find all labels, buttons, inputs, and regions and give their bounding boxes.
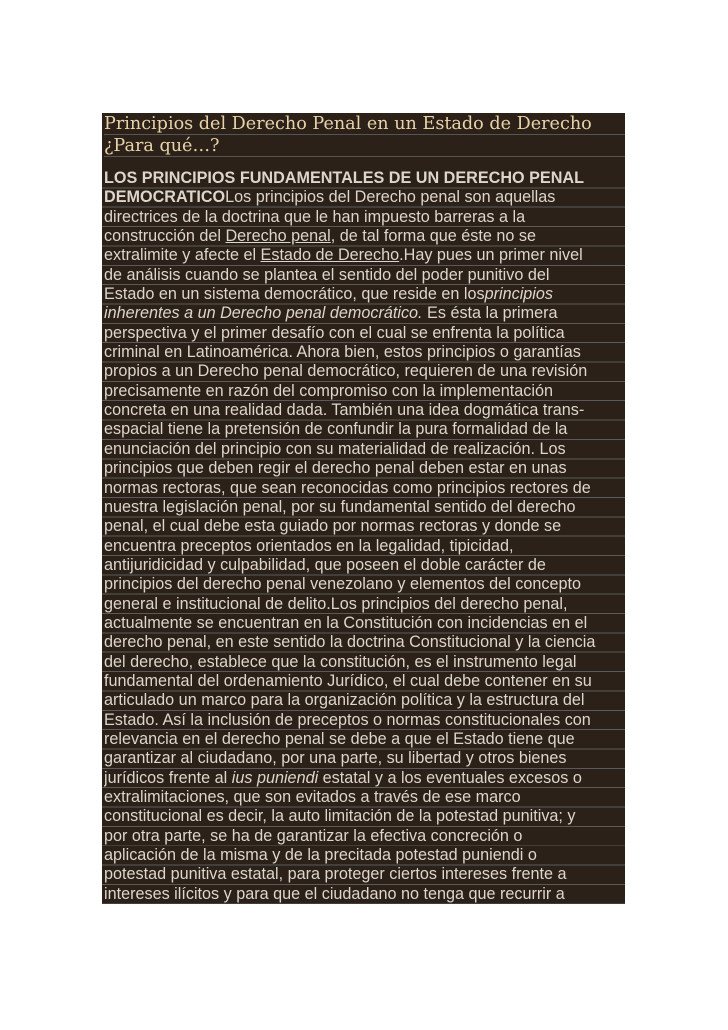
- text-line: [104, 227, 623, 246]
- title-line-1: Principios del Derecho Penal en un Estado de Derecho: [104, 113, 625, 135]
- text-line: potestad punitiva estatal, para proteger ciertos intereses frente a: [104, 865, 567, 884]
- text-line: encuentra preceptos orientados en la legalidad, tipicidad,: [104, 536, 514, 555]
- text-line: perspectiva y el primer desafío con el cual se enfrenta la política: [104, 323, 565, 342]
- text-line: fundamental del ordenamiento Jurídico, el cual debe contener en su: [104, 671, 592, 690]
- text-run: Estado en un sistema democrático, que reside en los: [104, 285, 485, 304]
- text-line: espacial tiene la pretensión de confundir la pura formalidad de la: [104, 420, 568, 439]
- text-run: estatal y a los eventuales excesos o: [318, 768, 582, 787]
- text-line: LOS PRINCIPIOS FUNDAMENTALES DE UN DERECHO PENAL: [104, 169, 584, 187]
- title-spacer: [102, 157, 625, 169]
- text-line: [104, 246, 623, 265]
- text-line: principios que deben regir el derecho penal deben estar en unas: [104, 459, 567, 478]
- italic-run: ius puniendi: [231, 768, 319, 787]
- document-block: [102, 113, 625, 904]
- text-run: .Hay pues un primer nivel: [399, 246, 583, 265]
- title-line-2: ¿Para qué…?: [104, 135, 625, 157]
- text-line: Estado. Así la inclusión de preceptos o normas constitucionales con: [104, 710, 591, 729]
- text-line: criminal en Latinoamérica. Ahora bien, estos principios o garantías: [104, 343, 581, 362]
- text-line: enunciación del principio con su materialidad de realización. Los: [104, 439, 566, 458]
- text-line: aplicación de la misma y de la precitada potestad puniendi o: [104, 846, 537, 865]
- italic-run: inherentes a un Derecho penal democrático.: [104, 304, 423, 323]
- text-line: penal, el cual debe esta guiado por normas rectoras y donde se: [104, 517, 562, 536]
- text-line: articulado un marco para la organización política y la estructura del: [104, 691, 585, 710]
- bold-run: DEMOCRATICO: [104, 188, 226, 207]
- text-line: del derecho, establece que la constitución, es el instrumento legal: [104, 652, 577, 671]
- text-line: general e institucional de delito.Los principios del derecho penal,: [104, 594, 568, 613]
- text-line: por otra parte, se ha de garantizar la efectiva concreción o: [104, 826, 523, 845]
- text-line: nuestra legislación penal, por su fundamental sentido del derecho: [104, 497, 576, 516]
- text-line: propios a un Derecho penal democrático, requieren de una revisión: [104, 362, 588, 381]
- text-line: [104, 285, 623, 304]
- text-line: de análisis cuando se plantea el sentido del poder punitivo del: [104, 265, 550, 284]
- text-run: Es ésta la primera: [422, 304, 558, 323]
- text-line: concreta en una realidad dada. También una idea dogmática trans-: [104, 401, 585, 420]
- text-run: extralimite y afecte el: [104, 246, 261, 265]
- body-text: [102, 169, 625, 904]
- text-line: extralimitaciones, que son evitados a través de ese marco: [104, 788, 521, 806]
- text-line: relevancia en el derecho penal se debe a que el Estado tiene que: [104, 729, 575, 748]
- text-line: principios del derecho penal venezolano y elementos del concepto: [104, 575, 581, 594]
- link-derecho-penal[interactable]: Derecho penal: [225, 227, 331, 246]
- document-title: [102, 113, 625, 157]
- text-run: jurídicos frente al: [104, 768, 232, 787]
- text-line: constitucional es decir, la auto limitación de la potestad punitiva; y: [104, 807, 576, 826]
- text-line: [104, 769, 623, 788]
- text-run: construcción del: [104, 227, 226, 246]
- italic-run: principios: [484, 285, 554, 304]
- text-line: garantizar al ciudadano, por una parte, su libertad y otros bienes: [104, 749, 567, 768]
- text-line: derecho penal, en este sentido la doctrina Constitucional y la ciencia: [104, 633, 596, 652]
- text-line: antijuridicidad y culpabilidad, que poseen el doble carácter de: [104, 555, 546, 574]
- text-line: intereses ilícitos y para que el ciudadano no tenga que recurrir a: [104, 884, 565, 903]
- text-run: Los principios del Derecho penal son aquellas: [225, 188, 556, 207]
- text-run: , de tal forma que éste no se: [330, 227, 536, 246]
- text-line: [104, 188, 623, 207]
- text-line: precisamente en razón del compromiso con la implementación: [104, 381, 553, 400]
- text-line: directrices de la doctrina que le han impuesto barreras a la: [104, 207, 526, 226]
- link-estado-de-derecho[interactable]: Estado de Derecho: [260, 246, 400, 265]
- text-line: actualmente se encuentran en la Constitución con incidencias en el: [104, 613, 588, 632]
- text-line: normas rectoras, que sean reconocidas como principios rectores de: [104, 478, 591, 497]
- text-line: [104, 304, 623, 323]
